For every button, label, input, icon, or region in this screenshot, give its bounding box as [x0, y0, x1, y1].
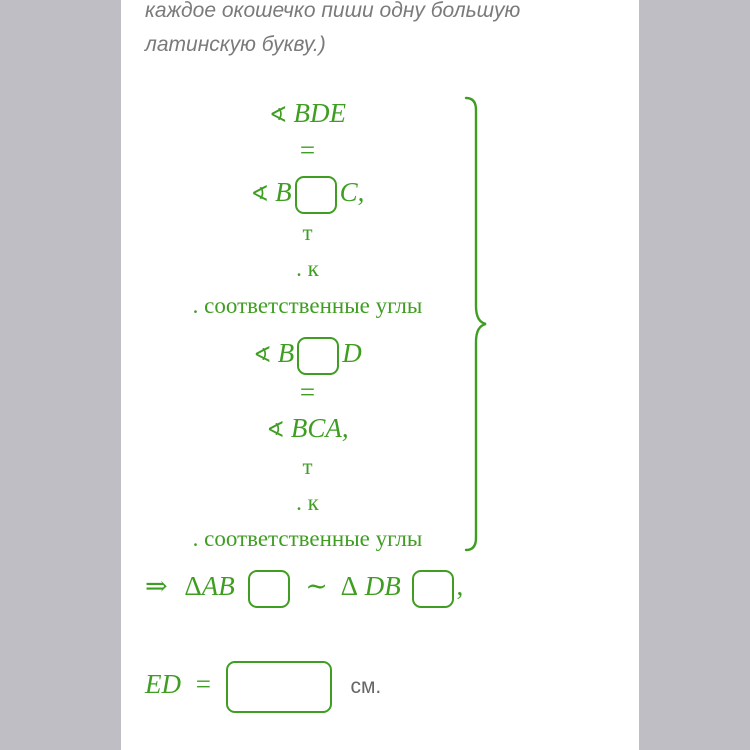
- block2-angle1-right: D: [342, 338, 362, 368]
- angle-icon: ∢: [269, 102, 288, 127]
- triangle2-delta: Δ: [340, 571, 358, 601]
- answer-equals: =: [195, 669, 211, 699]
- answer-label: ED: [145, 669, 181, 699]
- block2-angle2-text: BCA,: [290, 413, 349, 443]
- similarity-conclusion: [145, 566, 463, 606]
- curly-brace-icon: [464, 96, 490, 552]
- block2-reason: . соответственные углы: [192, 526, 423, 551]
- instruction-line-1: каждое окошечко пиши одну большую: [145, 0, 521, 22]
- block1-equals: =: [299, 135, 316, 165]
- unit-label: см.: [350, 674, 382, 698]
- implies-symbol: ⇒: [145, 571, 168, 601]
- conclusion-comma: ,: [456, 571, 464, 601]
- block1-k: . к: [296, 256, 319, 281]
- answer-row: [145, 656, 381, 712]
- block1-angle1-text: BDE: [293, 98, 346, 128]
- block2-angle1-left: B: [277, 338, 295, 368]
- block2-k: . к: [296, 490, 319, 515]
- block1-angle2-row: [145, 175, 470, 209]
- block2-equals: =: [299, 377, 316, 407]
- triangle1-letter-input[interactable]: [248, 570, 290, 608]
- triangle2-letters: DB: [364, 571, 401, 601]
- ed-length-input[interactable]: [226, 661, 332, 713]
- block1-t: т: [302, 220, 313, 245]
- block1-reason: . соответственные углы: [192, 293, 423, 318]
- block2-angle2-row: [145, 411, 470, 445]
- block1-angle-bde-row: [145, 96, 470, 130]
- similar-symbol: ∼: [305, 571, 328, 601]
- angle-icon: ∢: [253, 342, 272, 367]
- triangle1-delta: Δ: [184, 571, 202, 601]
- block2-angle1-letter-input[interactable]: [297, 337, 339, 375]
- angle-icon: ∢: [266, 417, 285, 442]
- instruction-line-2: латинскую букву.): [145, 33, 326, 56]
- triangle1-letters: AB: [201, 571, 235, 601]
- block1-angle2-right: C,: [339, 177, 365, 207]
- triangle2-letter-input[interactable]: [412, 570, 454, 608]
- angle-icon: ∢: [250, 181, 270, 206]
- block2-angle1-row: [145, 336, 470, 370]
- block1-angle2-letter-input[interactable]: [295, 176, 337, 214]
- block1-angle2-left: B: [275, 177, 292, 207]
- block2-t: т: [302, 454, 313, 479]
